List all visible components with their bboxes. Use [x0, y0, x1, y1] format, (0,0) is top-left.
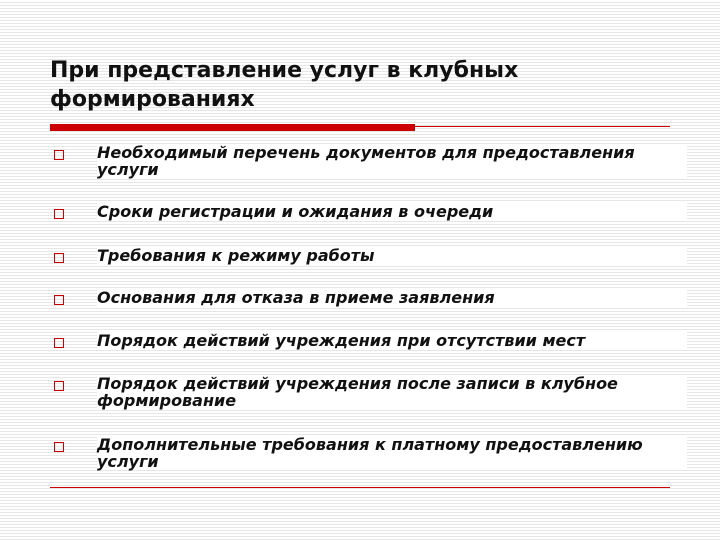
list-item-text: Порядок действий учреждения при отсутствии мест — [97, 332, 687, 349]
list-item-text: Требования к режиму работы — [97, 247, 687, 264]
hollow-square-bullet-icon — [54, 209, 64, 219]
hollow-square-bullet-icon — [54, 381, 64, 391]
list-item-text: Дополнительные требования к платному предоставлению услуги — [97, 436, 687, 470]
hollow-square-bullet-icon — [54, 442, 64, 452]
list-item-text: Необходимый перечень документов для предоставления услуги — [97, 144, 687, 178]
list-item-text: Сроки регистрации и ожидания в очереди — [97, 203, 687, 220]
hollow-square-bullet-icon — [54, 295, 64, 305]
list-item-text: Основания для отказа в приеме заявления — [97, 289, 687, 306]
title-accent-bar — [50, 124, 415, 131]
list-item-text: Порядок действий учреждения после записи в клубное формирование — [97, 375, 687, 409]
title-divider-line — [415, 126, 670, 127]
bottom-divider-line — [50, 487, 670, 488]
hollow-square-bullet-icon — [54, 253, 64, 263]
slide-title: При представление услуг в клубных формированиях — [50, 58, 519, 112]
hollow-square-bullet-icon — [54, 150, 64, 160]
hollow-square-bullet-icon — [54, 338, 64, 348]
